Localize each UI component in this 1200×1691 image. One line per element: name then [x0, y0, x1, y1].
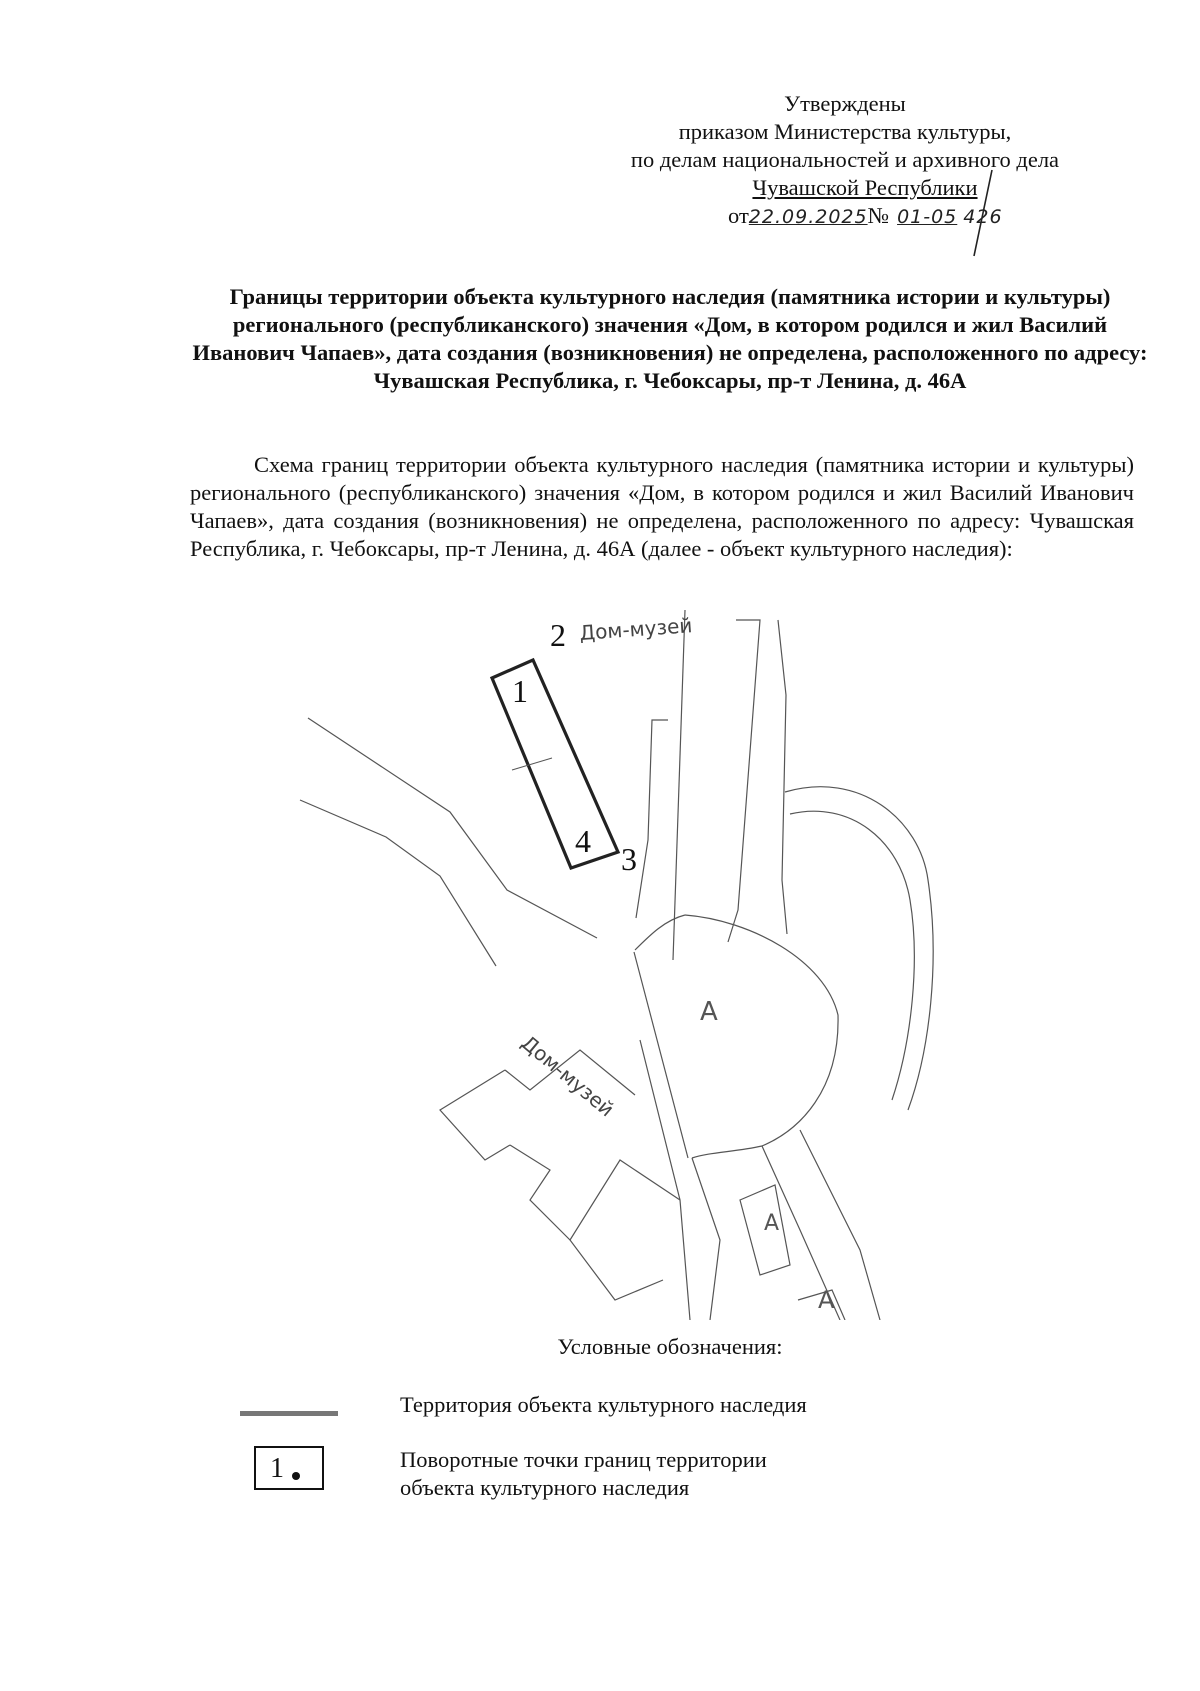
- handwritten-slash: [962, 168, 1002, 258]
- document-title: Границы территории объекта культурного наследия (памятника истории и культуры) регионального (республиканского) значения «Дом, в котором родился и жил Василий Иванович Чапаев», дата создания (возникновения) не определена, расположенного по адресу: Чувашская Республика, г. Чебоксары, пр-т Ленина, д. 46А: [192, 284, 1148, 393]
- point-label-4: 4: [575, 823, 591, 859]
- approval-line-4: Чувашской Республики: [752, 175, 978, 200]
- approval-line-2: приказом Министерства культуры,: [678, 119, 1012, 144]
- museum-label-bottom: Дом-музей: [516, 1030, 619, 1122]
- legend-title: Условные обозначения:: [557, 1334, 783, 1359]
- point-label-2: 2: [550, 617, 566, 653]
- zone-label-a: А: [700, 997, 718, 1027]
- point-label-3: 3: [621, 841, 637, 877]
- museum-label-top: Дом-музей: [578, 613, 694, 645]
- boundary-map: [280, 600, 1000, 1320]
- order-number-part1: 01-05: [897, 206, 958, 228]
- legend-points-line-1: Поворотные точки границ территории: [400, 1447, 767, 1472]
- zone-label-a3: А: [818, 1286, 835, 1314]
- approval-line-1: Утверждены: [784, 91, 906, 116]
- legend-territory-text: Территория объекта культурного наследия: [400, 1392, 807, 1417]
- order-date: 22.09.2025: [748, 206, 868, 228]
- order-line: [560, 202, 1130, 236]
- zone-label-a2: А: [764, 1211, 780, 1236]
- scheme-description: Схема границ территории объекта культурного наследия (памятника истории и культуры) регионального (республиканского) значения «Дом, в котором родился и жил Василий Иванович Чапаев», дата создания (возникновения) не определена, расположенного по адресу: Чувашская Республика, г. Чебоксары, пр-т Ленина, д. 46А (далее - объект культурного наследия):: [190, 452, 1134, 561]
- legend-territory-line: [240, 1411, 338, 1416]
- point-label-1: 1: [512, 673, 528, 709]
- approval-line-3: по делам национальностей и архивного дела: [630, 147, 1060, 172]
- legend-points-line-2: объекта культурного наследия: [400, 1475, 690, 1500]
- number-label: №: [867, 203, 890, 228]
- legend-points-text: [400, 1446, 767, 1502]
- legend-point-number: 1: [270, 1453, 284, 1484]
- from-label: от: [728, 203, 749, 228]
- legend-point-box: [254, 1446, 324, 1490]
- legend-point-dot: [292, 1472, 300, 1480]
- approval-block: [560, 90, 1130, 236]
- order-number-part2: 426: [963, 206, 1003, 228]
- heritage-territory-polygon: [492, 660, 618, 868]
